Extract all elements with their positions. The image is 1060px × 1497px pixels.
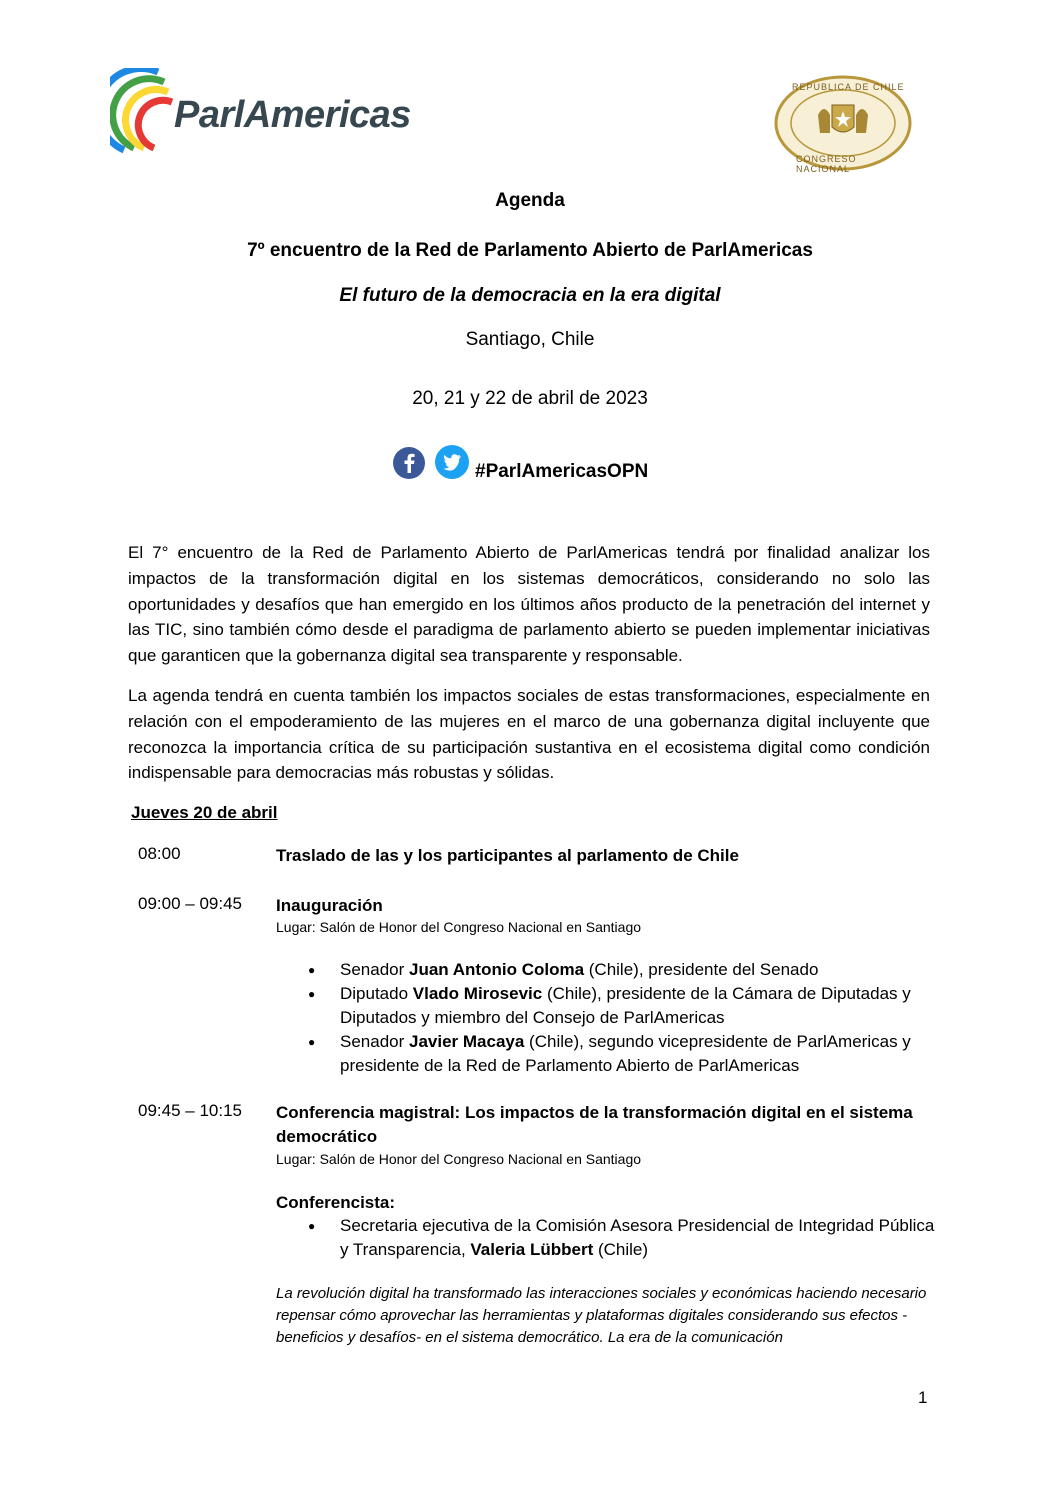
speaker-label: Conferencista: <box>276 1193 396 1212</box>
parlamericas-logo <box>110 68 430 158</box>
agenda-heading: Agenda <box>495 190 565 211</box>
speaker-item: ● Senador Juan Antonio Coloma (Chile), presidente del Senado <box>276 958 936 982</box>
session-location: Lugar: Salón de Honor del Congreso Nacional en Santiago <box>276 1151 642 1167</box>
speaker-name: Juan Antonio Coloma <box>409 960 585 979</box>
session-time: 09:00 – 09:45 <box>138 894 242 913</box>
hashtag: #ParlAmericasOPN <box>475 461 649 482</box>
session-3-description: La revolución digital ha transformado las interacciones sociales y económicas haciendo necesario repensar cómo aprovechar las herramientas y plataformas digitales considerando sus efectos -beneficios y desafíos- en el sistema democrático. La era de la comunicación <box>276 1285 927 1346</box>
facebook-icon[interactable] <box>393 447 425 479</box>
speaker-name: Valeria Lübbert <box>470 1240 594 1259</box>
speaker-item: ● Diputado Vlado Mirosevic (Chile), presidente de la Cámara de Diputadas y Diputados y miembro del Consejo de ParlAmericas <box>276 982 936 1030</box>
session-title: Traslado de las y los participantes al parlamento de Chile <box>276 846 739 865</box>
session-title: Conferencia magistral: Los impactos de la transformación digital en el sistema democrático <box>276 1103 913 1146</box>
event-dates: 20, 21 y 22 de abril de 2023 <box>412 388 648 409</box>
session-3-speakers <box>276 1214 936 1262</box>
congreso-seal <box>774 75 912 174</box>
session-title: Inauguración <box>276 896 383 915</box>
parlamericas-logo-text: ParlAmericas <box>174 94 411 136</box>
session-2-speakers <box>276 958 936 1078</box>
event-title: 7º encuentro de la Red de Parlamento Abierto de ParlAmericas <box>247 240 813 261</box>
seal-text-bottom: CONGRESO NACIONAL <box>796 154 857 174</box>
session-location: Lugar: Salón de Honor del Congreso Nacional en Santiago <box>276 919 642 935</box>
seal-text-top: REPUBLICA DE CHILE <box>792 82 905 92</box>
session-time: 08:00 <box>138 844 181 863</box>
speaker-item: ● Senador Javier Macaya (Chile), segundo vicepresidente de ParlAmericas y presidente de la Red de Parlamento Abierto de ParlAmericas <box>276 1030 936 1078</box>
page-number: 1 <box>918 1388 928 1407</box>
twitter-icon[interactable] <box>435 445 469 479</box>
event-subtitle: El futuro de la democracia en la era digital <box>339 285 721 306</box>
session-time: 09:45 – 10:15 <box>138 1101 242 1120</box>
intro-paragraph-1: El 7° encuentro de la Red de Parlamento Abierto de ParlAmericas tendrá por finalidad analizar los impactos de la transformación digital en los sistemas democráticos, considerando no solo las oportunidades y desafíos que han emergido en los últimos años producto de la penetración del internet y las TIC, sino también cómo desde el paradigma de parlamento abierto se pueden implementar iniciativas que garanticen que la gobernanza digital sea transparente y responsable. <box>128 543 930 666</box>
speaker-name: Vlado Mirosevic <box>412 984 543 1003</box>
day-heading: Jueves 20 de abril <box>131 803 278 822</box>
event-location: Santiago, Chile <box>465 329 595 350</box>
speaker-item: ● Secretaria ejecutiva de la Comisión Asesora Presidencial de Integridad Pública y Transparencia, Valeria Lübbert (Chile) <box>276 1214 936 1262</box>
intro-paragraph-2: La agenda tendrá en cuenta también los impactos sociales de estas transformaciones, especialmente en relación con el empoderamiento de las mujeres en el marco de una gobernanza digital incluyente que reconozca la importancia crítica de su participación sustantiva en el ecosistema digital como condición indispensable para democracias más robustas y sólidas. <box>128 686 930 783</box>
speaker-name: Javier Macaya <box>409 1032 525 1051</box>
